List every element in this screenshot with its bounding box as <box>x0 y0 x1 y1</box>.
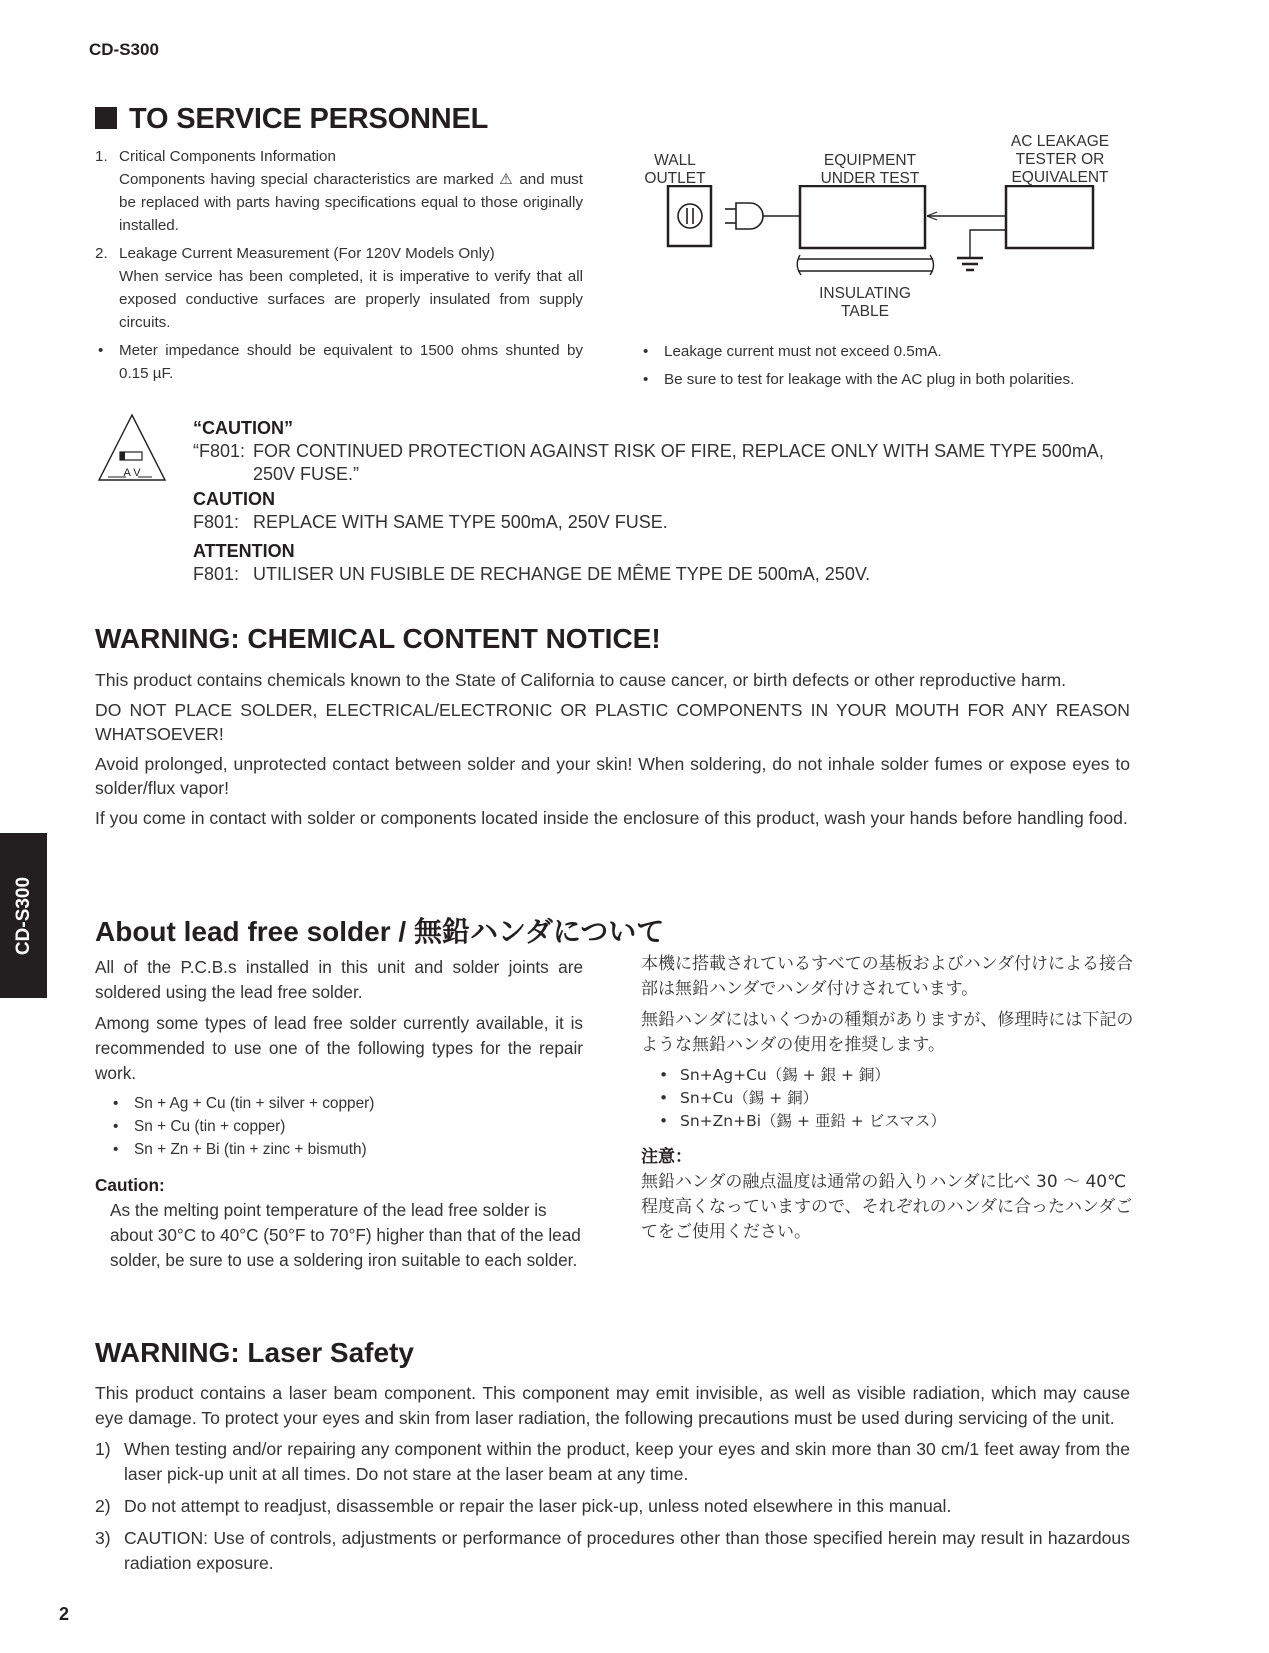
service-section-title <box>95 103 488 136</box>
outlet-icon <box>668 186 711 246</box>
item-number: 1. <box>95 148 108 165</box>
jp-solder-type: • Sn+Zn+Bi（錫 + 亜鉛 + ビスマス） <box>656 1110 1136 1133</box>
quoted-caution-text: “F801: FOR CONTINUED PROTECTION AGAINST RISK OF FIRE, REPLACE ONLY WITH SAME TYPE 500mA, 250V FUSE.” <box>193 441 1104 484</box>
leakage-test-diagram <box>640 130 1120 330</box>
jp-caution-text: 無鉛ハンダの融点温度は通常の鉛入りハンダに比べ 30 ～ 40℃程度高くなっていますので、それぞれのハンダに合ったハンダごてをご使用ください。 <box>641 1172 1133 1242</box>
caution-text: F801: REPLACE WITH SAME TYPE 500mA, 250V FUSE. <box>193 512 668 532</box>
jp-solder-type: • Sn+Cu（錫 + 銅） <box>656 1087 1136 1110</box>
solder-type: • Sn + Zn + Bi (tin + zinc + bismuth) <box>110 1138 583 1161</box>
chemical-paragraph: Avoid prolonged, unprotected contact between solder and your skin! When soldering, do not inhale solder fumes or expose eyes to solder/flux vapor! <box>95 754 1130 798</box>
side-tab <box>0 833 47 998</box>
laser-intro: This product contains a laser beam component. This component may emit invisible, as well as visible radiation, which may cause eye damage. To protect your eyes and skin from laser radiation, the following precautions must be used during servicing of the unit. <box>95 1383 1130 1428</box>
polarity-note: • Be sure to test for leakage with the AC plug in both polarities. <box>640 368 1140 391</box>
solder-type: • Sn + Cu (tin + copper) <box>110 1115 583 1138</box>
fuse-warning-icon <box>96 412 168 484</box>
laser-item-3: 3) CAUTION: Use of controls, adjustments or performance of procedures other than those specified herein may result in hazardous radiation exposure. <box>95 1528 1130 1573</box>
lead-free-english <box>95 955 583 1273</box>
lead-free-paragraph: All of the P.C.B.s installed in this unit and solder joints are soldered using the lead free solder. <box>95 957 583 1002</box>
header-model-name: CD-S300 <box>89 40 159 59</box>
item-heading: Critical Components Information <box>119 148 336 165</box>
lead-free-paragraph: Among some types of lead free solder currently available, it is recommended to use one of the following types for the repair work. <box>95 1013 583 1083</box>
service-item-1 <box>95 145 583 237</box>
page-number: 2 <box>59 1604 70 1624</box>
leakage-limit-note: • Leakage current must not exceed 0.5mA. <box>640 340 1140 363</box>
chemical-notice-title: WARNING: CHEMICAL CONTENT NOTICE! <box>95 623 661 654</box>
svg-text:A V: A V <box>123 467 141 479</box>
tester-box <box>1006 186 1093 248</box>
solder-type: • Sn + Ag + Cu (tin + silver + copper) <box>110 1092 583 1115</box>
chemical-paragraph: If you come in contact with solder or components located inside the enclosure of this product, wash your hands before handling food. <box>95 808 1128 828</box>
side-tab-label: CD-S300 <box>12 876 34 955</box>
tester-label: AC LEAKAGE TESTER OR EQUIVALENT <box>1010 133 1110 186</box>
item-number: 2. <box>95 245 108 262</box>
solder-types-list <box>95 1092 583 1161</box>
chemical-paragraph: This product contains chemicals known to the State of California to cause cancer, or birth defects or other reproductive harm. <box>95 670 1067 690</box>
fuse-caution-block <box>193 417 1133 586</box>
jp-solder-types-list <box>641 1064 1136 1133</box>
lead-free-japanese <box>641 952 1136 1245</box>
service-right-bullets <box>640 340 1140 396</box>
caution-label: CAUTION <box>193 489 275 509</box>
attention-label: ATTENTION <box>193 541 295 561</box>
plug-icon <box>725 203 800 229</box>
equipment-label: EQUIPMENT UNDER TEST <box>820 152 920 187</box>
insulating-table-label: INSULATING TABLE <box>819 285 911 320</box>
laser-safety-title: WARNING: Laser Safety <box>95 1337 414 1368</box>
solder-caution-label: Caution: <box>95 1175 165 1195</box>
chemical-notice-body <box>95 668 1130 836</box>
item-heading: Leakage Current Measurement (For 120V Models Only) <box>119 245 495 262</box>
jp-paragraph: 無鉛ハンダにはいくつかの種類がありますが、修理時には下記のような無鉛ハンダの使用を推奨します。 <box>641 1010 1134 1055</box>
laser-item-1: 1) When testing and/or repairing any component within the product, keep your eyes and skin more than 30 cm/1 feet away from the laser pick-up unit at all times. Do not stare at the laser beam at any time. <box>95 1439 1130 1484</box>
quoted-caution-label: “CAUTION” <box>193 418 293 438</box>
meter-impedance-note: • Meter impedance should be equivalent to 1500 ohms shunted by 0.15 µF. <box>95 339 583 385</box>
chemical-paragraph: DO NOT PLACE SOLDER, ELECTRICAL/ELECTRONIC OR PLASTIC COMPONENTS IN YOUR MOUTH FOR ANY REASON WHATSOEVER! <box>95 700 1130 744</box>
jp-solder-type: • Sn+Ag+Cu（錫 + 銀 + 銅） <box>656 1064 1136 1087</box>
jp-paragraph: 本機に搭載されているすべての基板およびハンダ付けによる接合部は無鉛ハンダでハンダ付けされています。 <box>641 954 1133 999</box>
item-body: When service has been completed, it is imperative to verify that all exposed conductive surfaces are properly insulated from supply circuits. <box>119 268 583 331</box>
service-item-2 <box>95 242 583 334</box>
solder-caution-text: As the melting point temperature of the lead free solder is about 30°C to 40°C (50°F to 70°F) higher than that of the lead solder, be sure to use a soldering iron suitable to each solder. <box>110 1200 581 1270</box>
laser-safety-body <box>95 1381 1130 1583</box>
service-left-column <box>95 145 583 390</box>
wall-outlet-label: WALL OUTLET <box>644 152 706 187</box>
laser-item-2: 2) Do not attempt to readjust, disassemble or repair the laser pick-up, unless noted elsewhere in this manual. <box>95 1496 952 1516</box>
attention-text: F801: UTILISER UN FUSIBLE DE RECHANGE DE MÊME TYPE DE 500mA, 250V. <box>193 564 871 584</box>
insulating-table-icon <box>797 255 933 275</box>
equipment-box <box>800 186 925 248</box>
square-bullet-icon <box>95 107 117 129</box>
ground-icon <box>957 258 983 270</box>
item-body: Components having special characteristics are marked ⚠ and must be replaced with parts having specifications equal to those originally installed. <box>119 171 583 234</box>
lead-free-title: About lead free solder / 無鉛ハンダについて <box>95 916 665 947</box>
jp-caution-label: 注意： <box>641 1147 692 1167</box>
service-title-text: TO SERVICE PERSONNEL <box>129 103 489 135</box>
